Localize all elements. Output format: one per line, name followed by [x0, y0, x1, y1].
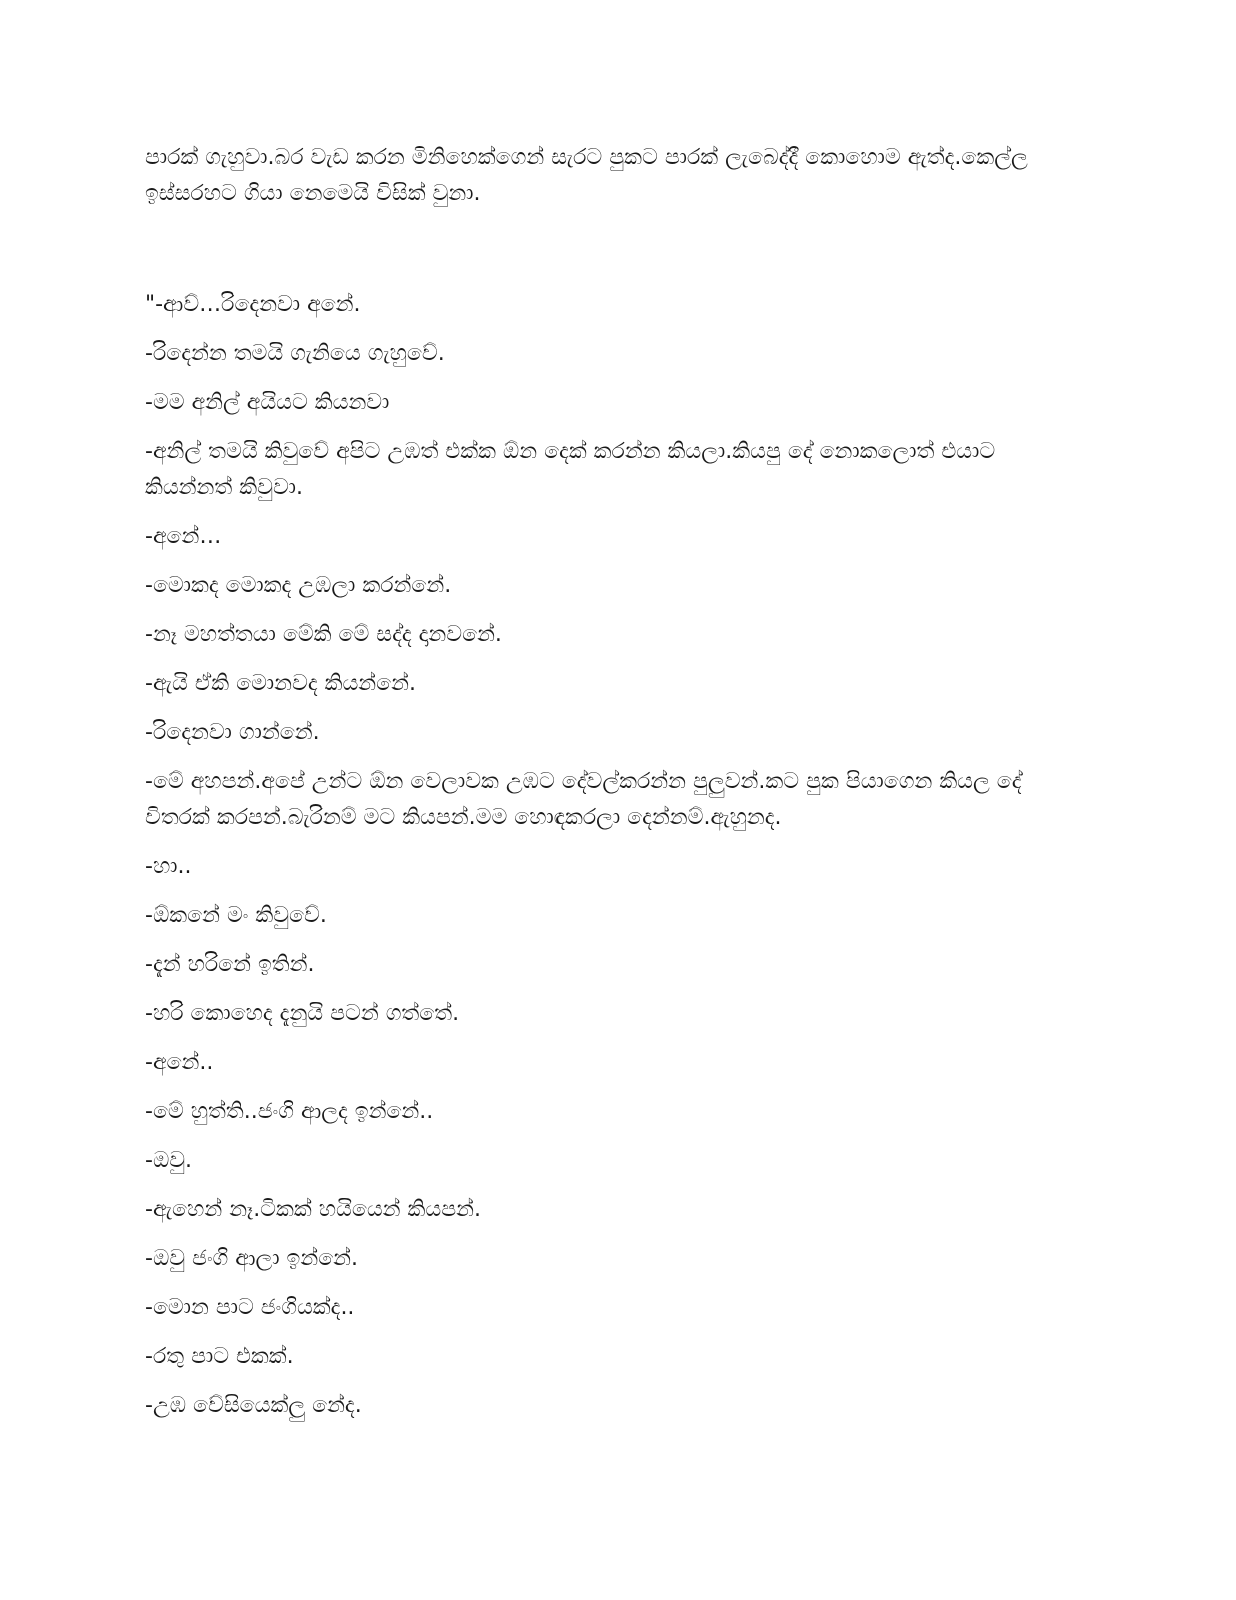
dialogue-line: -අනේ…: [145, 524, 222, 549]
dialogue-line: -මේ හුත්ති..ජංගි ආලද ඉන්නේ..: [145, 1099, 434, 1124]
dialogue-line: -මම අනිල් අයියට කියනවා: [145, 390, 390, 415]
dialogue-line: -නෑ මහත්තයා මේකි මේ සද්ද දානවනේ.: [145, 622, 502, 647]
dialogue-line: -ඕකනේ මං කිවුවේ.: [145, 903, 327, 928]
dialogue-line: -මේ අහපන්.අපේ උන්ට ඕන වෙලාවක උඹට දේවල්කරන්න පුලුවන්.කට පුක පියාගෙන කියල දේ විතරක් කරපන්.බැරිනම් මට කියපන්.මම හොඳකරලා දෙන්නම්.ඇහුනද.: [145, 769, 1022, 830]
document-body: [145, 140, 1085, 1437]
dialogue-line: -ඔවු ජංගි ආලා ඉන්නේ.: [145, 1246, 359, 1271]
intro-paragraph: පාරක් ගැහුවා.බර වැඩ කරන මිනිහෙක්ගෙන් සැරට පුකට පාරක් ලැබෙද්දී කොහොම ඇත්ද.කෙල්ල ඉස්සරහට ගියා නෙමෙයි විසික් වුනා.: [145, 145, 1028, 206]
dialogue-line: -ඇහෙන් නෑ.ටිකක් හයියෙන් කියපන්.: [145, 1197, 481, 1222]
dialogue-line: -හා..: [145, 854, 192, 879]
dialogue-line: "-ආව්…රිදෙනවා අනේ.: [145, 292, 361, 317]
dialogue-line: -දැන් හරිනේ ඉතින්.: [145, 952, 315, 977]
dialogue-line: -මොන පාට ජංගියක්ද..: [145, 1295, 355, 1320]
dialogue-line: -රිදෙනවා ගාන්නේ.: [145, 720, 320, 745]
dialogue-line: -රතු පාට එකක්.: [145, 1344, 294, 1369]
dialogue-line: -ඔවු.: [145, 1148, 193, 1173]
dialogue-line: -හරි කොහෙද දැනුයි පටන් ගත්තේ.: [145, 1001, 460, 1026]
dialogue-line: -ඇයි ඒකි මොනවද කියන්නේ.: [145, 671, 416, 696]
dialogue-line: -අනේ..: [145, 1050, 214, 1075]
dialogue-line: -රිදෙන්න තමයි ගැනියෙ ගැහුවේ.: [145, 341, 445, 366]
dialogue-line: -අනිල් තමයි කිවුවේ අපිට උඹත් එක්ක ඕන දෙක් කරන්න කියලා.කියපු දේ නොකලොත් එයාට කියන්නත් කිවුවා.: [145, 439, 996, 500]
dialogue-line: -මොකද මොකද උඹලා කරන්නේ.: [145, 573, 452, 598]
dialogue-line: -උඹ වේසියෙක්ලු නේද.: [145, 1393, 362, 1418]
